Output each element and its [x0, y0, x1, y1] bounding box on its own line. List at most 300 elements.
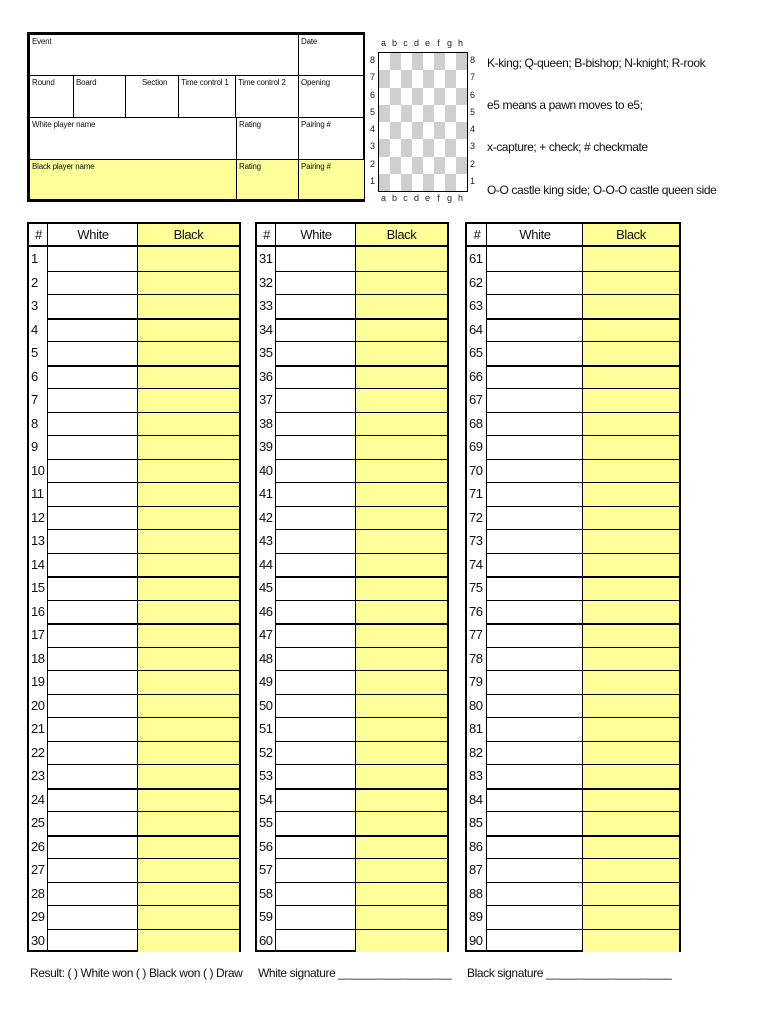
white-move-cell[interactable] — [48, 929, 138, 953]
white-move-cell[interactable] — [48, 318, 138, 342]
black-move-cell[interactable] — [583, 412, 679, 436]
black-move-cell[interactable] — [356, 929, 447, 953]
move-number: 53 — [259, 768, 273, 783]
white-move-cell[interactable] — [276, 459, 356, 483]
white-move-cell[interactable] — [276, 811, 356, 835]
white-move-cell[interactable] — [48, 717, 138, 741]
board-square — [412, 174, 423, 191]
black-move-cell[interactable] — [356, 600, 447, 624]
black-move-cell[interactable] — [583, 600, 679, 624]
white-move-cell[interactable] — [48, 905, 138, 929]
time-control-2-label: Time control 2 — [238, 78, 286, 87]
white-move-cell[interactable] — [48, 670, 138, 694]
white-move-cell[interactable] — [487, 271, 583, 295]
black-move-cell[interactable] — [356, 482, 447, 506]
move-row — [257, 247, 447, 271]
black-player-name-field[interactable] — [29, 159, 237, 200]
black-move-cell[interactable] — [356, 553, 447, 577]
black-column-header: Black — [356, 224, 447, 245]
black-move-cell[interactable] — [583, 764, 679, 788]
white-rating-field[interactable] — [236, 117, 299, 160]
white-move-cell[interactable] — [48, 788, 138, 812]
white-move-cell[interactable] — [276, 882, 356, 906]
section-field[interactable] — [125, 75, 179, 118]
move-row — [467, 600, 679, 624]
black-move-cell[interactable] — [356, 741, 447, 765]
white-move-cell[interactable] — [487, 905, 583, 929]
white-signature-line[interactable]: White signature __________________ — [258, 966, 452, 980]
board-square — [401, 174, 412, 191]
move-number: 17 — [31, 627, 45, 642]
black-move-cell[interactable] — [356, 647, 447, 671]
move-row — [467, 788, 679, 812]
black-move-cell[interactable] — [356, 858, 447, 882]
move-number: 15 — [31, 580, 45, 595]
black-move-cell[interactable] — [138, 882, 239, 906]
black-move-cell[interactable] — [138, 388, 239, 412]
move-number: 12 — [31, 509, 45, 525]
board-square — [401, 88, 412, 105]
black-move-cell[interactable] — [583, 882, 679, 906]
black-move-cell[interactable] — [138, 482, 239, 506]
black-move-cell[interactable] — [356, 905, 447, 929]
black-move-cell[interactable] — [138, 647, 239, 671]
white-move-cell[interactable] — [48, 247, 138, 271]
white-pairing-label: Pairing # — [301, 120, 331, 129]
white-move-cell[interactable] — [276, 623, 356, 647]
black-move-cell[interactable] — [583, 506, 679, 530]
black-move-cell[interactable] — [583, 576, 679, 600]
board-square — [412, 139, 423, 156]
board-file-label: c — [403, 38, 408, 48]
black-move-cell[interactable] — [138, 271, 239, 295]
move-number: 42 — [259, 509, 273, 525]
white-move-cell[interactable] — [276, 741, 356, 765]
board-file-label: a — [380, 193, 386, 203]
move-number: 58 — [259, 885, 273, 901]
move-row — [257, 529, 447, 553]
white-move-cell[interactable] — [487, 576, 583, 600]
black-move-cell[interactable] — [583, 835, 679, 859]
black-move-cell[interactable] — [356, 623, 447, 647]
white-move-cell[interactable] — [276, 647, 356, 671]
move-number: 85 — [469, 815, 483, 830]
board-square — [434, 139, 445, 156]
move-row — [257, 435, 447, 459]
white-move-cell[interactable] — [48, 647, 138, 671]
white-move-cell[interactable] — [487, 365, 583, 389]
black-column-header: Black — [138, 224, 239, 245]
move-row — [29, 459, 239, 483]
move-row — [29, 482, 239, 506]
black-move-cell[interactable] — [356, 247, 447, 271]
white-move-cell[interactable] — [487, 764, 583, 788]
white-move-cell[interactable] — [48, 459, 138, 483]
black-move-cell[interactable] — [583, 294, 679, 318]
black-move-cell[interactable] — [583, 741, 679, 765]
move-row — [257, 905, 447, 929]
event-field[interactable] — [29, 34, 299, 76]
white-move-cell[interactable] — [487, 341, 583, 365]
white-move-cell[interactable] — [48, 764, 138, 788]
white-move-cell[interactable] — [276, 670, 356, 694]
white-move-cell[interactable] — [276, 717, 356, 741]
board-rank-label: 3 — [469, 141, 475, 152]
white-move-cell[interactable] — [487, 835, 583, 859]
black-move-cell[interactable] — [138, 318, 239, 342]
black-move-cell[interactable] — [356, 788, 447, 812]
move-row — [257, 482, 447, 506]
move-row — [467, 247, 679, 271]
black-move-cell[interactable] — [138, 529, 239, 553]
white-move-cell[interactable] — [276, 929, 356, 953]
white-move-cell[interactable] — [48, 529, 138, 553]
move-number: 88 — [469, 885, 483, 901]
board-rank-label: 6 — [469, 89, 475, 100]
move-row — [467, 717, 679, 741]
move-row — [257, 294, 447, 318]
date-label: Date — [301, 37, 318, 46]
white-move-cell[interactable] — [48, 435, 138, 459]
black-move-cell[interactable] — [583, 482, 679, 506]
white-move-cell[interactable] — [48, 811, 138, 835]
move-row — [29, 553, 239, 577]
white-move-cell[interactable] — [487, 929, 583, 953]
move-row — [257, 858, 447, 882]
move-number: 56 — [259, 838, 273, 854]
black-move-cell[interactable] — [138, 764, 239, 788]
black-move-cell[interactable] — [583, 341, 679, 365]
white-move-cell[interactable] — [48, 412, 138, 436]
move-row — [29, 882, 239, 906]
move-number: 20 — [31, 697, 45, 713]
move-number: 26 — [31, 838, 45, 854]
white-pairing-field[interactable] — [298, 117, 365, 160]
white-move-cell[interactable] — [48, 882, 138, 906]
white-move-cell[interactable] — [276, 553, 356, 577]
black-move-cell[interactable] — [583, 271, 679, 295]
black-player-name-label: Black player name — [32, 162, 95, 171]
white-move-cell[interactable] — [487, 247, 583, 271]
white-move-cell[interactable] — [48, 341, 138, 365]
move-number: 49 — [259, 674, 273, 689]
black-move-cell[interactable] — [583, 459, 679, 483]
black-rating-field[interactable] — [236, 159, 299, 200]
white-move-cell[interactable] — [48, 623, 138, 647]
black-move-cell[interactable] — [138, 506, 239, 530]
move-number: 31 — [259, 251, 273, 266]
white-move-cell[interactable] — [48, 365, 138, 389]
move-row — [29, 741, 239, 765]
board-square — [401, 70, 412, 87]
move-row — [467, 694, 679, 718]
board-rank-label: 8 — [369, 55, 375, 65]
move-row — [467, 365, 679, 389]
move-row — [467, 553, 679, 577]
white-move-cell[interactable] — [487, 294, 583, 318]
board-square — [445, 53, 456, 70]
move-number: 79 — [469, 674, 483, 689]
black-move-cell[interactable] — [583, 670, 679, 694]
black-move-cell[interactable] — [583, 647, 679, 671]
white-move-cell[interactable] — [48, 482, 138, 506]
board-rank-label: 5 — [369, 106, 375, 117]
black-move-cell[interactable] — [583, 905, 679, 929]
white-rating-label: Rating — [239, 120, 261, 129]
date-field[interactable] — [298, 34, 365, 76]
white-move-cell[interactable] — [487, 811, 583, 835]
board-field[interactable] — [73, 75, 126, 118]
white-move-cell[interactable] — [487, 435, 583, 459]
move-row — [467, 482, 679, 506]
white-move-cell[interactable] — [48, 694, 138, 718]
black-move-cell[interactable] — [583, 318, 679, 342]
black-move-cell[interactable] — [138, 247, 239, 271]
move-row — [257, 717, 447, 741]
white-move-cell[interactable] — [487, 788, 583, 812]
black-move-cell[interactable] — [583, 811, 679, 835]
move-row — [467, 576, 679, 600]
time-control-1-field[interactable] — [178, 75, 236, 118]
black-move-cell[interactable] — [583, 694, 679, 718]
move-number: 27 — [31, 862, 45, 877]
black-move-cell[interactable] — [356, 271, 447, 295]
result-line[interactable]: Result: ( ) White won ( ) Black won ( ) Draw — [30, 966, 243, 980]
white-move-cell[interactable] — [487, 388, 583, 412]
black-move-cell[interactable] — [583, 929, 679, 953]
black-move-cell[interactable] — [583, 717, 679, 741]
white-move-cell[interactable] — [48, 600, 138, 624]
move-number: 64 — [469, 321, 483, 337]
black-move-cell[interactable] — [138, 553, 239, 577]
board-grid — [378, 52, 468, 192]
move-number: 4 — [31, 321, 38, 337]
move-number: 84 — [469, 791, 483, 807]
move-number: 19 — [31, 674, 45, 689]
move-row — [467, 905, 679, 929]
white-move-cell[interactable] — [487, 600, 583, 624]
white-move-cell[interactable] — [276, 435, 356, 459]
board-square — [423, 139, 434, 156]
black-move-cell[interactable] — [138, 905, 239, 929]
board-square — [423, 105, 434, 122]
black-move-cell[interactable] — [138, 835, 239, 859]
white-move-cell[interactable] — [276, 788, 356, 812]
white-move-cell[interactable] — [487, 882, 583, 906]
black-move-cell[interactable] — [583, 858, 679, 882]
black-move-cell[interactable] — [138, 600, 239, 624]
white-move-cell[interactable] — [276, 905, 356, 929]
move-row — [29, 694, 239, 718]
move-number: 41 — [259, 486, 273, 501]
black-move-cell[interactable] — [138, 623, 239, 647]
black-move-cell[interactable] — [583, 788, 679, 812]
white-move-cell[interactable] — [276, 764, 356, 788]
black-move-cell[interactable] — [583, 247, 679, 271]
white-move-cell[interactable] — [276, 529, 356, 553]
black-move-cell[interactable] — [138, 717, 239, 741]
white-move-cell[interactable] — [276, 482, 356, 506]
move-number: 13 — [31, 533, 45, 548]
opening-field[interactable] — [298, 75, 365, 118]
white-move-cell[interactable] — [48, 271, 138, 295]
white-move-cell[interactable] — [48, 294, 138, 318]
move-number: 82 — [469, 744, 483, 760]
opening-label: Opening — [301, 78, 330, 87]
white-player-name-field[interactable] — [29, 117, 237, 160]
white-move-cell[interactable] — [276, 694, 356, 718]
white-move-cell[interactable] — [487, 529, 583, 553]
board-square — [412, 122, 423, 139]
black-move-cell[interactable] — [356, 365, 447, 389]
black-move-cell[interactable] — [356, 764, 447, 788]
white-move-cell[interactable] — [276, 247, 356, 271]
move-number: 73 — [469, 533, 483, 548]
black-move-cell[interactable] — [583, 435, 679, 459]
white-move-cell[interactable] — [487, 506, 583, 530]
black-move-cell[interactable] — [138, 929, 239, 953]
white-move-cell[interactable] — [487, 858, 583, 882]
board-square — [423, 53, 434, 70]
black-move-cell[interactable] — [356, 412, 447, 436]
move-row — [29, 294, 239, 318]
white-move-cell[interactable] — [48, 835, 138, 859]
black-move-cell[interactable] — [138, 694, 239, 718]
black-move-cell[interactable] — [583, 553, 679, 577]
move-number: 21 — [31, 721, 45, 736]
white-move-cell[interactable] — [276, 600, 356, 624]
black-move-cell[interactable] — [138, 341, 239, 365]
move-row — [467, 318, 679, 342]
black-move-cell[interactable] — [356, 694, 447, 718]
white-move-cell[interactable] — [487, 623, 583, 647]
time-control-2-field[interactable] — [235, 75, 299, 118]
board-file-label: d — [413, 38, 419, 48]
white-move-cell[interactable] — [487, 741, 583, 765]
move-table-header — [257, 224, 447, 247]
move-number: 90 — [469, 932, 483, 948]
board-rank-label: 4 — [369, 124, 375, 134]
black-move-cell[interactable] — [356, 341, 447, 365]
white-move-cell[interactable] — [276, 341, 356, 365]
move-number: 34 — [259, 321, 273, 337]
black-move-cell[interactable] — [583, 623, 679, 647]
white-move-cell[interactable] — [48, 506, 138, 530]
black-move-cell[interactable] — [138, 459, 239, 483]
white-move-cell[interactable] — [48, 576, 138, 600]
board-square — [456, 53, 467, 70]
white-move-cell[interactable] — [487, 412, 583, 436]
board-square — [390, 139, 401, 156]
black-move-cell[interactable] — [356, 294, 447, 318]
black-move-cell[interactable] — [138, 741, 239, 765]
move-row — [257, 459, 447, 483]
black-move-cell[interactable] — [356, 506, 447, 530]
move-row — [257, 929, 447, 953]
move-row — [29, 623, 239, 647]
board-square — [434, 53, 445, 70]
white-move-cell[interactable] — [487, 482, 583, 506]
black-move-cell[interactable] — [356, 529, 447, 553]
move-number: 63 — [469, 298, 483, 313]
white-move-cell[interactable] — [276, 271, 356, 295]
black-move-cell[interactable] — [138, 412, 239, 436]
board-square — [401, 105, 412, 122]
white-move-cell[interactable] — [276, 294, 356, 318]
white-move-cell[interactable] — [48, 858, 138, 882]
white-move-cell[interactable] — [487, 717, 583, 741]
move-row — [257, 623, 447, 647]
black-move-cell[interactable] — [356, 388, 447, 412]
white-move-cell[interactable] — [487, 318, 583, 342]
black-move-cell[interactable] — [356, 811, 447, 835]
white-move-cell[interactable] — [276, 412, 356, 436]
white-move-cell[interactable] — [48, 388, 138, 412]
white-move-cell[interactable] — [276, 835, 356, 859]
move-number: 52 — [259, 744, 273, 760]
board-rank-label: 7 — [369, 72, 375, 83]
white-move-cell[interactable] — [48, 741, 138, 765]
move-number: 72 — [469, 509, 483, 525]
white-move-cell[interactable] — [487, 553, 583, 577]
white-move-cell[interactable] — [276, 506, 356, 530]
board-square — [401, 122, 412, 139]
black-move-cell[interactable] — [356, 670, 447, 694]
board-file-label: b — [391, 38, 397, 48]
black-move-cell[interactable] — [356, 835, 447, 859]
white-move-cell[interactable] — [276, 365, 356, 389]
black-move-cell[interactable] — [356, 435, 447, 459]
white-move-cell[interactable] — [276, 318, 356, 342]
black-signature-line[interactable]: Black signature ____________________ — [467, 966, 672, 980]
move-number: 67 — [469, 392, 483, 407]
move-table — [27, 222, 241, 952]
black-move-cell[interactable] — [138, 670, 239, 694]
black-pairing-field[interactable] — [298, 159, 365, 200]
white-move-cell[interactable] — [48, 553, 138, 577]
black-move-cell[interactable] — [138, 576, 239, 600]
black-move-cell[interactable] — [138, 435, 239, 459]
white-move-cell[interactable] — [276, 858, 356, 882]
black-move-cell[interactable] — [583, 365, 679, 389]
move-number: 39 — [259, 439, 273, 454]
black-move-cell[interactable] — [356, 717, 447, 741]
white-move-cell[interactable] — [487, 459, 583, 483]
move-row — [257, 318, 447, 342]
white-move-cell[interactable] — [487, 694, 583, 718]
white-move-cell[interactable] — [487, 670, 583, 694]
move-row — [257, 764, 447, 788]
black-move-cell[interactable] — [356, 318, 447, 342]
black-move-cell[interactable] — [356, 882, 447, 906]
move-number: 1 — [31, 251, 38, 266]
black-move-cell[interactable] — [583, 388, 679, 412]
black-move-cell[interactable] — [138, 811, 239, 835]
move-number: 32 — [259, 274, 273, 290]
white-move-cell[interactable] — [276, 576, 356, 600]
move-number: 7 — [31, 392, 38, 407]
round-field[interactable] — [29, 75, 74, 118]
white-move-cell[interactable] — [276, 388, 356, 412]
black-move-cell[interactable] — [138, 858, 239, 882]
white-move-cell[interactable] — [487, 647, 583, 671]
black-move-cell[interactable] — [138, 365, 239, 389]
black-move-cell[interactable] — [138, 788, 239, 812]
black-move-cell[interactable] — [356, 576, 447, 600]
black-move-cell[interactable] — [138, 294, 239, 318]
black-move-cell[interactable] — [356, 459, 447, 483]
black-move-cell[interactable] — [583, 529, 679, 553]
